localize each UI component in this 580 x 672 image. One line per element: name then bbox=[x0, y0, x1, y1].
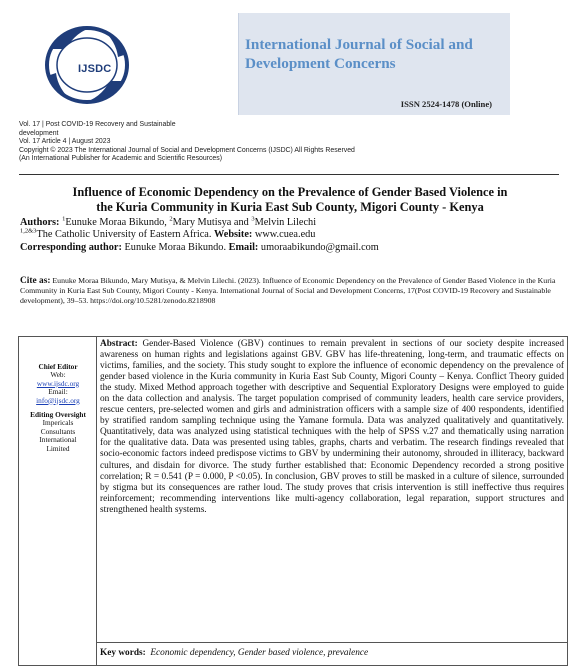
oversight-line-1: Impericals bbox=[42, 418, 74, 428]
title-line-1: Influence of Economic Dependency on the Prevalence of Gender Based Violence in bbox=[72, 185, 508, 199]
journal-email-link[interactable]: info@ijsdc.org bbox=[36, 395, 80, 405]
sidebar-email-label: Email: bbox=[48, 387, 68, 397]
meta-article: Vol. 17 Article 4 | August 2023 bbox=[19, 138, 111, 146]
chief-editor-label: Chief Editor bbox=[38, 362, 78, 371]
abstract-cell bbox=[97, 337, 567, 665]
cite-label: Cite as: bbox=[20, 276, 51, 286]
author-1: Eunuke Moraa Bikundo, bbox=[65, 217, 170, 228]
citation bbox=[20, 276, 560, 307]
corresponding-email[interactable]: umoraabikundo@gmail.com bbox=[258, 241, 379, 253]
meta-copyright: Copyright © 2023 The International Journal of Social and Development Concerns (IJSDC) All Rights Reserved bbox=[19, 146, 355, 154]
keywords bbox=[100, 648, 564, 659]
corresponding-name: Eunuke Moraa Bikundo. bbox=[121, 241, 229, 253]
author2-sup: 2 bbox=[169, 215, 173, 223]
keywords-list: Economic dependency, Gender based violence, prevalence bbox=[150, 648, 369, 658]
abstract-text bbox=[100, 339, 564, 516]
abstract-label: Abstract: bbox=[100, 339, 138, 349]
keywords-label: Key words: bbox=[100, 648, 146, 658]
abstract-body: Gender-Based Violence (GBV) continues to remain prevalent in sections of our society despite increased awareness on human rights and legislations against GBV. GBV has life-threatening, long-term, and traumatic effects on victims, families, and the society. This study sought to explore the influence of economic dependency on the prevalence of gender based violence in the Kuria community in Kuria East Sub County, Migori County – Kenya. Conflict Theory guided the study. Mixed Method approach together with descriptive and Sequential Exploratory Designs were employed to guide on the data collection and analysis. The target population comprised of community leaders, health care service providers, rescue centers, pre-selected women and girls and administration officers with a sample size of 400 respondents, identified by stratified random sampling technique using the Yamane formula. Data was analyzed qualitatively and quantitatively. Quantitatively, data was analyzed using statistical techniques with the help of SPSS v.27 and thematically using narration for the qualitative data. Data was presented using tables, graphs, charts and verbatim. The research findings revealed that socio-economic factors indeed predispose victims to GBV by undermining their autonomy, shrouded in illiteracy, backward cultures, and disdain for divorce. The study further established that: Economic Dependency recorded a strong positive correlation; R = 0.541 (P = 0.000, P <0.05). In conclusion, GBV proves to still be masked in a culture of silence, surrounded by stigma but its consequences are rather loud. The study proves that crisis intervention is still ineffective thus requires reinforcement; recommending interventions like multi-agency collaboration, legal reparation, support structures and strengthened health systems. bbox=[100, 339, 564, 515]
logo-panel bbox=[18, 13, 238, 115]
corresponding-label: Corresponding author: bbox=[20, 241, 122, 253]
header-divider bbox=[19, 174, 559, 175]
issn: ISSN 2524-1478 (Online) bbox=[400, 99, 492, 109]
author1-sup: 1 bbox=[62, 215, 66, 223]
author-2: Mary Mutisya and bbox=[172, 217, 252, 228]
meta-publisher: (An International Publisher for Academic and Scientific Resources) bbox=[19, 155, 222, 163]
editing-oversight-label: Editing Oversight bbox=[30, 410, 86, 420]
title-line-2: the Kuria Community in Kuria East Sub County, Migori County - Kenya bbox=[96, 199, 484, 214]
web-label: Web: bbox=[50, 370, 66, 380]
oversight-line-3: International bbox=[39, 435, 77, 445]
journal-banner bbox=[18, 13, 510, 115]
meta-volume-cont: development bbox=[19, 129, 59, 137]
affiliation-sup: 1,2&3 bbox=[20, 227, 37, 235]
author3-sup: 3 bbox=[251, 215, 255, 223]
website-label: Website: bbox=[214, 229, 253, 241]
journal-web-link[interactable]: www.ijsdc.org bbox=[36, 378, 80, 388]
author-3: Melvin Lilechi bbox=[254, 217, 317, 228]
oversight-line-4: Limited bbox=[46, 443, 70, 453]
oversight-line-2: Consultants bbox=[40, 426, 76, 436]
abstract-table bbox=[18, 336, 568, 666]
email-label: Email: bbox=[228, 241, 259, 253]
authors-label: Authors: bbox=[20, 217, 60, 228]
author-block bbox=[20, 217, 560, 254]
meta-volume: Vol. 17 | Post COVID-19 Recovery and Sustainable bbox=[19, 121, 176, 128]
issue-meta bbox=[19, 121, 379, 164]
logo-text: IJSDC bbox=[78, 63, 112, 75]
university-website[interactable]: www.cuea.edu bbox=[252, 229, 316, 241]
corresponding-line bbox=[20, 242, 560, 254]
article-title bbox=[20, 185, 560, 214]
keywords-divider bbox=[97, 642, 567, 643]
editor-sidebar bbox=[19, 337, 97, 665]
journal-name: International Journal of Social and Development Concerns bbox=[245, 36, 473, 72]
journal-title-panel bbox=[238, 13, 510, 115]
sidebar-content bbox=[21, 363, 95, 453]
cite-text: Eunuke Moraa Bikundo, Mary Mutisya, & Melvin Lilechi. (2023). Influence of Economic Dependency on the Prevalence of Gender Based Violence in the Kuria Community in Kuria East Sub County, Migori County - Kenya. International Journal of Social and Development Concerns, 17(Post COVID-19 Recovery and Sustainable development), 39–53. https://doi.org/10.5281/zenodo.8218908 bbox=[20, 276, 556, 306]
authors-line bbox=[20, 217, 560, 229]
affiliation: The Catholic University of Eastern Africa. bbox=[36, 229, 215, 241]
affiliation-line bbox=[20, 229, 560, 241]
